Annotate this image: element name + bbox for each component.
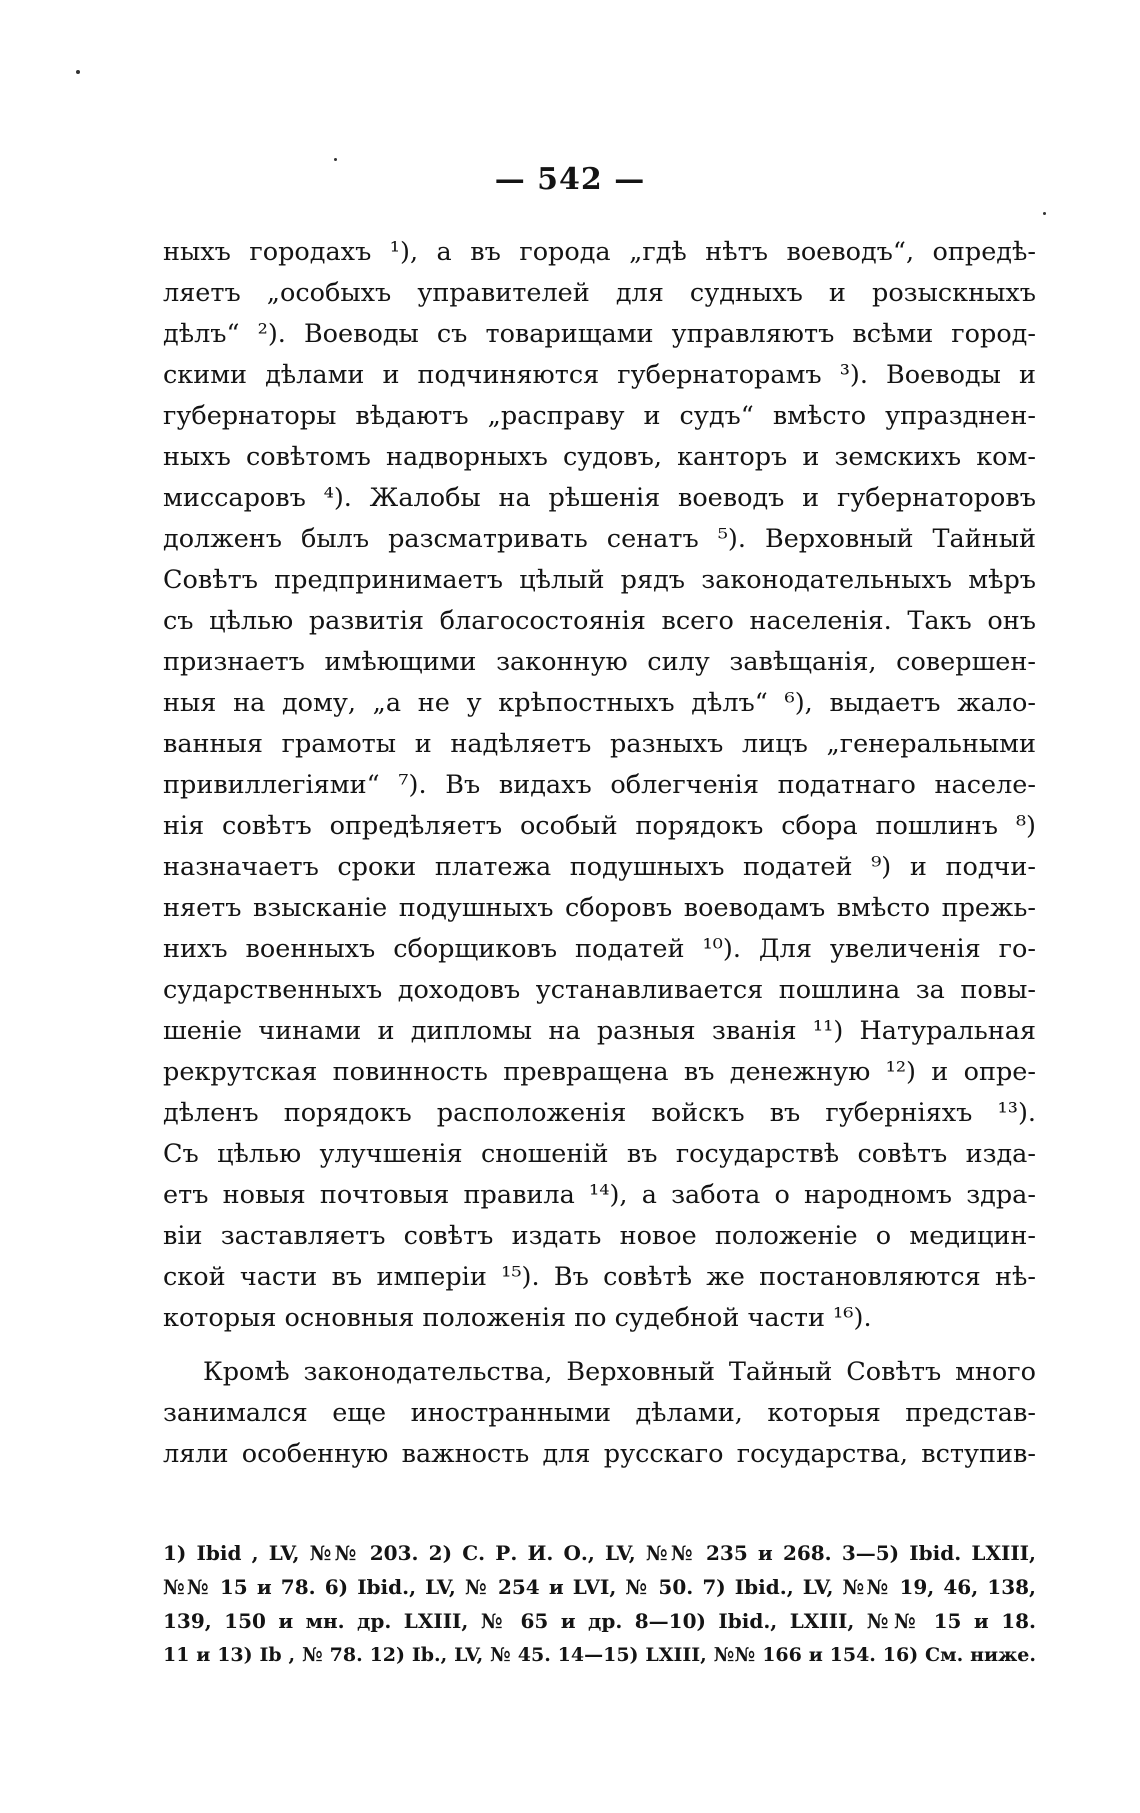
print-speck: [76, 70, 80, 74]
text-line: ляетъ „особыхъ управителей для судныхъ и розыскныхъ: [163, 278, 1036, 308]
text-line: ляли особенную важность для русскаго государства, вступив-: [163, 1439, 1036, 1469]
text-line: долженъ былъ разсматривать сенатъ ⁵). Верховный Тайный: [163, 524, 1036, 554]
text-line: ныя на дому, „а не у крѣпостныхъ дѣлъ“ ⁶), выдаетъ жало-: [163, 688, 1036, 718]
body-text: [163, 232, 1036, 1475]
page-number: — 542 —: [494, 162, 646, 197]
text-line: няетъ взысканіе подушныхъ сборовъ воеводамъ вмѣсто прежь-: [163, 893, 1036, 923]
text-line: шеніе чинами и дипломы на разныя званія ¹¹) Натуральная: [163, 1016, 1036, 1046]
text-line: скими дѣлами и подчиняются губернаторамъ ³). Воеводы и: [163, 360, 1036, 390]
text-line: миссаровъ ⁴). Жалобы на рѣшенія воеводъ и губернаторовъ: [163, 483, 1036, 513]
text-line: ныхъ совѣтомъ надворныхъ судовъ, канторъ и земскихъ ком-: [163, 442, 1036, 472]
footnote-line: 139, 150 и мн. др. LXIII, № 65 и др. 8—10) Ibid., LXIII, №№ 15 и 18.: [163, 1609, 1036, 1633]
text-line: ныхъ городахъ ¹), а въ города „гдѣ нѣтъ воеводъ“, опредѣ-: [163, 237, 1036, 267]
text-line: нихъ военныхъ сборщиковъ податей ¹⁰). Для увеличенія го-: [163, 934, 1036, 964]
text-line: занимался еще иностранными дѣлами, которыя представ-: [163, 1398, 1036, 1428]
text-line: дѣленъ порядокъ расположенія войскъ въ губерніяхъ ¹³).: [163, 1098, 1036, 1128]
text-line: ванныя грамоты и надѣляетъ разныхъ лицъ „генеральными: [163, 729, 1036, 759]
print-speck: [334, 158, 337, 161]
footnote-line: 11 и 13) Ib , № 78. 12) Ib., LV, № 45. 14—15) LXIII, №№ 166 и 154. 16) См. ниже.: [163, 1644, 1036, 1666]
text-line: Кромѣ законодательства, Верховный Тайный Совѣтъ много: [203, 1357, 1036, 1387]
text-line: признаетъ имѣющими законную силу завѣщанія, совершен-: [163, 647, 1036, 677]
text-line: назначаетъ сроки платежа подушныхъ податей ⁹) и подчи-: [163, 852, 1036, 882]
footnote-line: №№ 15 и 78. 6) Ibid., LV, № 254 и LVI, № 50. 7) Ibid., LV, №№ 19, 46, 138,: [163, 1575, 1036, 1599]
text-line: привиллегіями“ ⁷). Въ видахъ облегченія податнаго населе-: [163, 770, 1036, 800]
text-line: губернаторы вѣдаютъ „расправу и судъ“ вмѣсто упразднен-: [163, 401, 1036, 431]
paragraph-gap: [163, 1339, 1036, 1352]
text-line: съ цѣлью развитія благосостоянія всего населенія. Такъ онъ: [163, 606, 1036, 636]
text-line: нія совѣтъ опредѣляетъ особый порядокъ сбора пошлинъ ⁸): [163, 811, 1036, 841]
print-speck: [1043, 212, 1046, 215]
text-line: которыя основныя положенія по судебной части ¹⁶).: [163, 1303, 872, 1333]
text-line: сударственныхъ доходовъ устанавливается пошлина за повы-: [163, 975, 1036, 1005]
text-line: віи заставляетъ совѣтъ издать новое положеніе о медицин-: [163, 1221, 1036, 1251]
footnote-line: 1) Ibid , LV, №№ 203. 2) С. Р. И. О., LV, №№ 235 и 268. 3—5) Ibid. LXIII,: [163, 1541, 1036, 1565]
text-line: Съ цѣлью улучшенія сношеній въ государствѣ совѣтъ изда-: [163, 1139, 1036, 1169]
footnotes: [163, 1536, 1036, 1672]
text-line: дѣлъ“ ²). Воеводы съ товарищами управляютъ всѣми город-: [163, 319, 1036, 349]
text-line: рекрутская повинность превращена въ денежную ¹²) и опре-: [163, 1057, 1036, 1087]
text-line: етъ новыя почтовыя правила ¹⁴), а забота о народномъ здра-: [163, 1180, 1036, 1210]
text-line: Совѣтъ предпринимаетъ цѣлый рядъ законодательныхъ мѣръ: [163, 565, 1036, 595]
text-line: ской части въ имперіи ¹⁵). Въ совѣтѣ же постановляются нѣ-: [163, 1262, 1036, 1292]
